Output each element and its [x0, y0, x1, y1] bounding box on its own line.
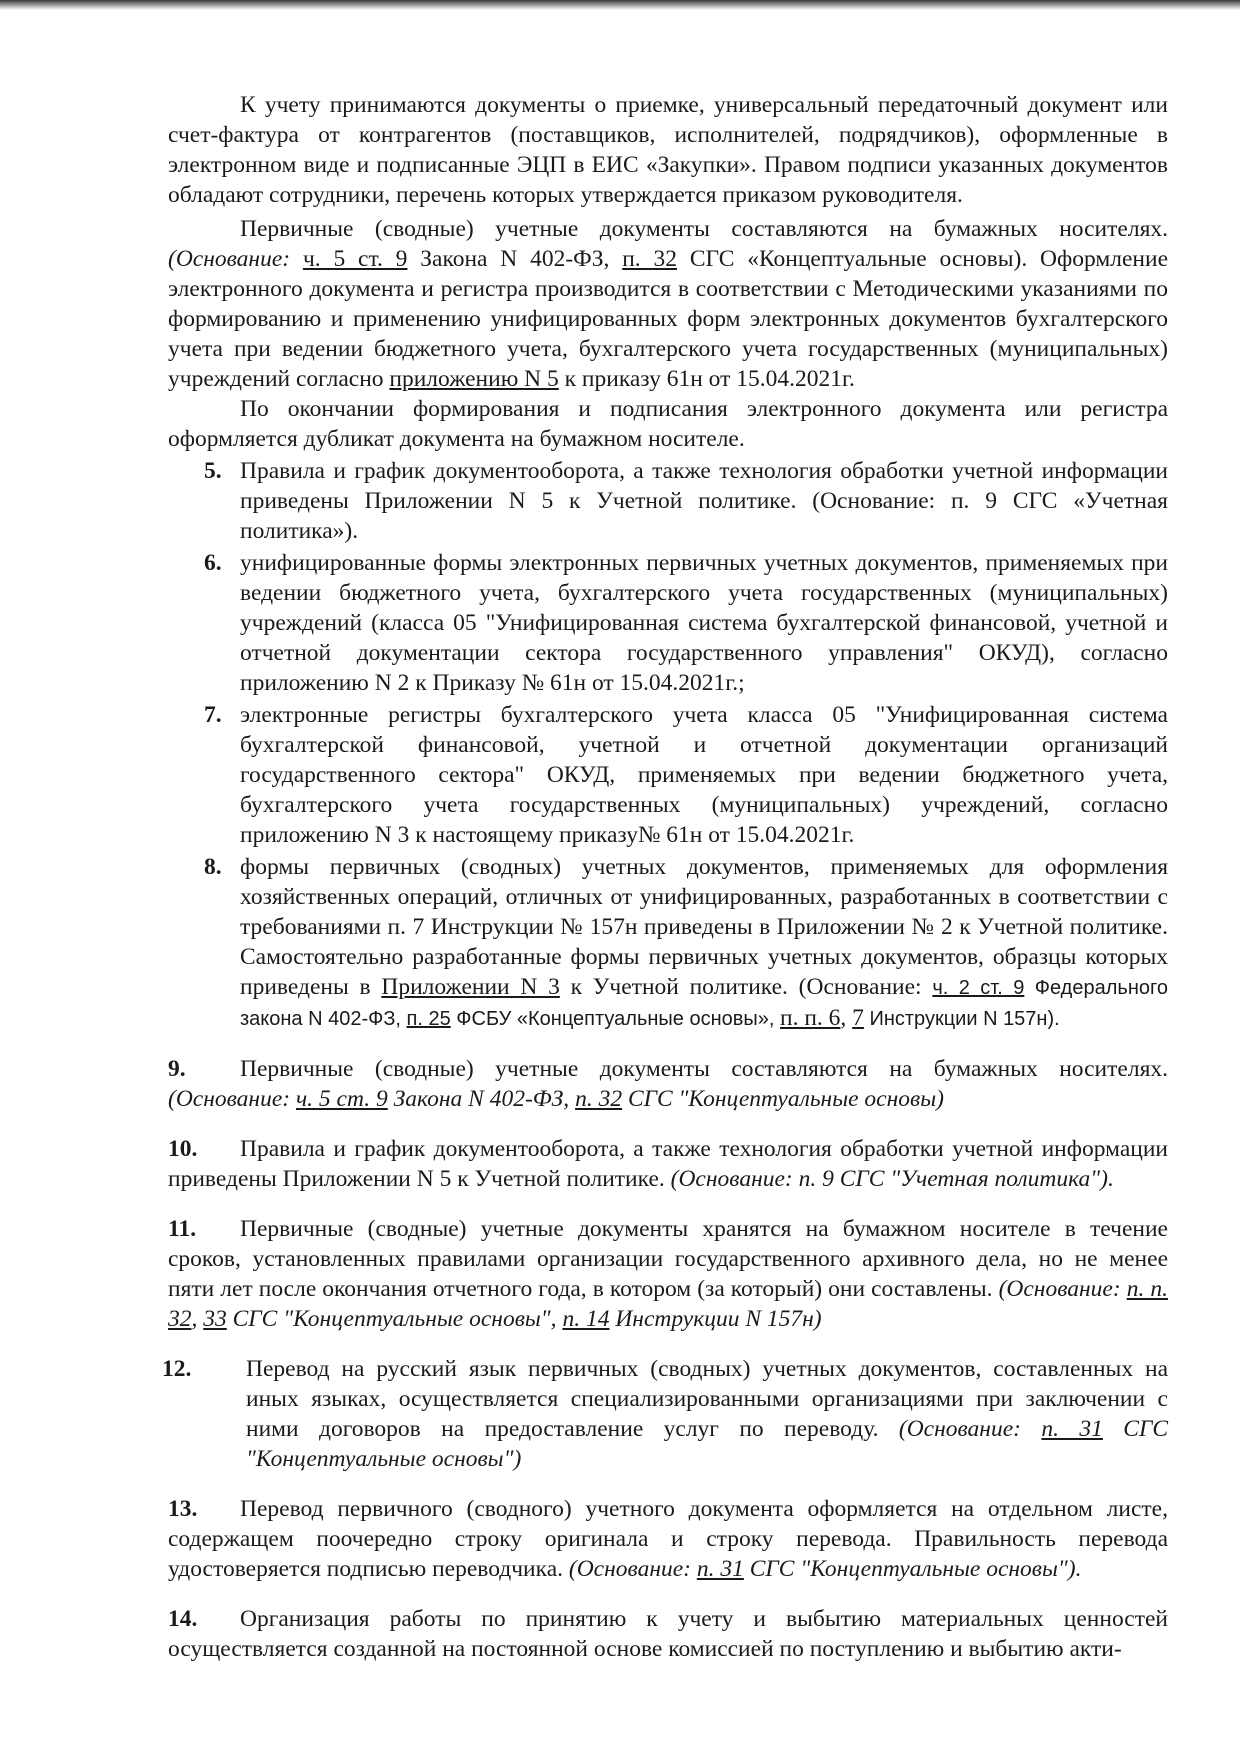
list-item: 8. формы первичных (сводных) учетных документов, применяемых для оформления хозяйственных операций, отличных от унифицированных, разработанных в соответствии с требованиями п. 7 Инструкции № 157н приведены в Приложении № 2 к Учетной политике. Самостоятельно разработанные формы первичных учетных документов, образцы которых приведены в Приложении N 3 к Учетной политике. (Основание: ч. 2 ст. 9 Федерального закона N 402-ФЗ, п. 25 ФСБУ «Концептуальные основы», п. п. 6, 7 Инструкции N 157н).	[204, 854, 1168, 1031]
item-14: 14. Организация работы по принятию к учету и выбытию материальных ценностей осуществляется созданной на постоянной основе комиссией по поступлению и выбытию акти-	[168, 1606, 1168, 1662]
link-33[interactable]: 33	[203, 1306, 227, 1332]
item-number: 8.	[204, 854, 222, 880]
paragraph-primary-docs: Первичные (сводные) учетные документы составляются на бумажных носителях. (Основание: ч. 5 ст. 9 Закона N 402-ФЗ, п. 32 СГС «Концептуальные основы). Оформление электронного документа и регистра производится в соответствии с Методическими указаниями по формированию и применению унифицированных форм электронных документов бухгалтерского учета при ведении бюджетного учета, бухгалтерского учета государственных (муниципальных) учреждений согласно приложению N 5 к приказу 61н от 15.04.2021г.	[168, 216, 1168, 392]
list-item: 6. унифицированные формы электронных первичных учетных документов, применяемых при ведении бюджетного учета, бухгалтерского учета государственных (муниципальных) учреждений (класса 05 "Унифицированная система бухгалтерской финансовой, учетной и отчетной документации сектора государственного управления" ОКУД), согласно приложению N 2 к Приказу № 61н от 15.04.2021г.;	[204, 550, 1168, 696]
numbered-list	[168, 456, 1168, 1034]
link-p-31[interactable]: п. 31	[1041, 1416, 1103, 1442]
item-10: 10. Правила и график документооборота, а также технология обработки учетной информации приведены Приложении N 5 к Учетной политике. (Основание: п. 9 СГС "Учетная политика").	[168, 1136, 1168, 1192]
item-13: 13. Перевод первичного (сводного) учетного документа оформляется на отдельном листе, содержащем поочередно строку оригинала и строку перевода. Правильность перевода удостоверяется подписью переводчика. (Основание: п. 31 СГС "Концептуальные основы").	[168, 1496, 1168, 1582]
link-pp-32[interactable]: п. п. 32	[168, 1276, 1169, 1332]
item-9: 9. Первичные (сводные) учетные документы составляются на бумажных носителях. (Основание: ч. 5 ст. 9 Закона N 402-ФЗ, п. 32 СГС "Концептуальные основы)	[168, 1056, 1168, 1112]
link-sgs-32[interactable]: п. 32	[575, 1086, 623, 1112]
link-p-7[interactable]: 7	[852, 1005, 864, 1031]
link-appendix-5[interactable]: приложению N 5	[389, 366, 559, 392]
document-page	[162, 90, 1169, 1664]
link-pp-6[interactable]: п. п. 6	[780, 1005, 841, 1031]
link-law-402[interactable]: ч. 5 ст. 9	[302, 246, 408, 272]
item-12: 12. Перевод на русский язык первичных (сводных) учетных документов, составленных на иных языках, осуществляется специализированными организациями при заключении с ними договоров на предоставление услуг по переводу. (Основание: п. 31 СГС "Концептуальные основы")	[162, 1356, 1168, 1472]
link-fsbu-25[interactable]: п. 25	[406, 1008, 451, 1030]
paragraph-acceptance: К учету принимаются документы о приемке, универсальный передаточный документ или счет-фактура от контрагентов (поставщиков, исполнителей, подрядчиков), оформленные в электронном виде и подписанные ЭЦП в ЕИС «Закупки». Правом подписи указанных документов обладают сотрудники, перечень которых утверждается приказом руководителя.	[168, 92, 1168, 208]
link-law-402[interactable]: ч. 5 ст. 9	[295, 1086, 388, 1112]
link-p-14[interactable]: п. 14	[562, 1306, 610, 1332]
paragraph-duplicate: По окончании формирования и подписания электронного документа или регистра оформляется дубликат документа на бумажном носителе.	[168, 396, 1168, 452]
item-11: 11. Первичные (сводные) учетные документы хранятся на бумажном носителе в течение сроков, установленных правилами организации государственного архивного дела, но не менее пяти лет после окончания отчетного года, в котором (за который) они составлены. (Основание: п. п. 32, 33 СГС "Концептуальные основы", п. 14 Инструкции N 157н)	[168, 1216, 1169, 1332]
list-item: 7. электронные регистры бухгалтерского учета класса 05 "Унифицированная система бухгалтерской финансовой, учетной и отчетной документации организаций государственного сектора" ОКУД, применяемых при ведении бюджетного учета, бухгалтерского учета государственных (муниципальных) учреждений, согласно приложению N 3 к настоящему приказу№ 61н от 15.04.2021г.	[204, 702, 1168, 848]
item-number: 5.	[204, 458, 222, 484]
link-part-2-art-9[interactable]: ч. 2 ст. 9	[932, 977, 1025, 999]
list-item: 5. Правила и график документооборота, а также технология обработки учетной информации приведены Приложении N 5 к Учетной политике. (Основание: п. 9 СГС «Учетная политика»).	[204, 458, 1168, 544]
link-p-31[interactable]: п. 31	[696, 1556, 744, 1582]
scan-top-edge	[0, 0, 1240, 10]
item-number: 7.	[204, 702, 222, 728]
link-appendix-3[interactable]: Приложении N 3	[381, 974, 560, 1000]
item-number: 6.	[204, 550, 222, 576]
link-sgs-32[interactable]: п. 32	[622, 246, 677, 272]
